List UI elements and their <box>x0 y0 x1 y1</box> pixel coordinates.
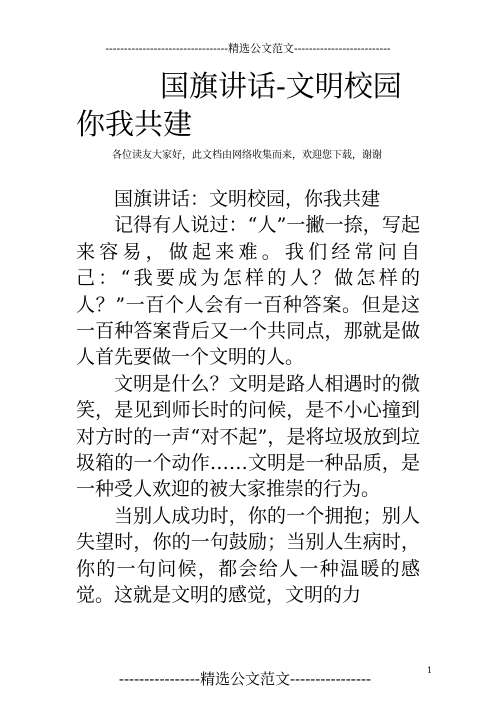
document-subtitle: 各位读友大家好，此文档由网络收集而来，欢迎您下载，谢谢 <box>112 150 382 161</box>
body-paragraph-3: 当别人成功时，你的一个拥抱；别人失望时，你的一句鼓励；当别人生病时，你的一句问候，都会给人一种温暖的感觉。这就是文明的感觉，文明的力 <box>76 504 420 607</box>
document-title-line-1: 国旗讲话-文明校园 <box>160 69 402 103</box>
body-paragraph-2: 文明是什么？文明是路人相遇时的微笑，是见到师长时的问候，是不小心撞到对方时的一声“对不起”，是将垃圾放到垃圾箱的一个动作……文明是一种品质，是一种受人欢迎的被大家推崇的行为。 <box>76 372 420 501</box>
page-header: ---------------------------------精选公文范文-------------------------- <box>105 42 391 55</box>
body-paragraph-1: 记得有人说过：“人”一撇一捺，写起来容易，做起来难。我们经常问自己：“我要成为怎样的人？做怎样的人？”一百个人会有一百种答案。但是这一百种答案背后又一个共同点，那就是做人首先要做一个文明的人。 <box>76 214 420 369</box>
body-heading: 国旗讲话：文明校园，你我共建 <box>114 188 381 210</box>
document-title-line-2: 你我共建 <box>76 107 193 141</box>
page-number: 1 <box>427 666 433 675</box>
page-footer: ----------------精选公文范文---------------- <box>118 670 372 688</box>
document-body <box>76 186 420 609</box>
